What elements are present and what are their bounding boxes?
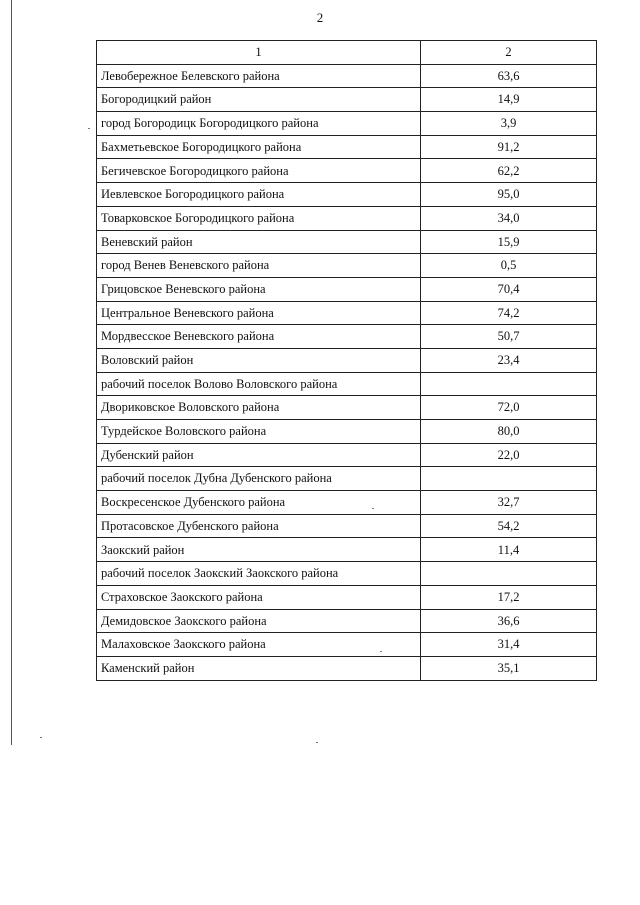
territory-name-cell: Мордвесское Веневского района [97, 325, 421, 349]
table-row [97, 230, 597, 254]
table-row [97, 348, 597, 372]
table-row [97, 206, 597, 230]
table-row [97, 88, 597, 112]
table-row [97, 159, 597, 183]
territory-name-cell: Страховское Заокского района [97, 585, 421, 609]
table-row [97, 609, 597, 633]
territory-name-cell: Богородицкий район [97, 88, 421, 112]
data-table [96, 40, 597, 681]
table-row [97, 254, 597, 278]
table-header-row [97, 41, 597, 65]
value-cell: 0,5 [421, 254, 597, 278]
table-row [97, 64, 597, 88]
table-row [97, 135, 597, 159]
value-cell: 70,4 [421, 277, 597, 301]
value-cell: 14,9 [421, 88, 597, 112]
table-row [97, 538, 597, 562]
scan-speck [380, 651, 382, 652]
value-cell: 36,6 [421, 609, 597, 633]
territory-name-cell: Дубенский район [97, 443, 421, 467]
scan-speck [316, 742, 318, 743]
territory-name-cell: Грицовское Веневского района [97, 277, 421, 301]
value-cell: 34,0 [421, 206, 597, 230]
value-cell [421, 372, 597, 396]
territory-name-cell: Бахметьевское Богородицкого района [97, 135, 421, 159]
value-cell: 35,1 [421, 656, 597, 680]
scan-speck [40, 737, 42, 738]
territory-name-cell: рабочий поселок Дубна Дубенского района [97, 467, 421, 491]
scan-speck [88, 128, 90, 129]
value-cell: 80,0 [421, 420, 597, 444]
table-row [97, 420, 597, 444]
territory-name-cell: Товарковское Богородицкого района [97, 206, 421, 230]
value-cell: 3,9 [421, 112, 597, 136]
territory-name-cell: рабочий поселок Волово Воловского района [97, 372, 421, 396]
table-row [97, 585, 597, 609]
value-cell: 31,4 [421, 633, 597, 657]
table-row [97, 396, 597, 420]
table-row [97, 656, 597, 680]
table-header [97, 41, 597, 65]
territory-name-cell: Двориковское Воловского района [97, 396, 421, 420]
value-cell [421, 467, 597, 491]
value-cell: 54,2 [421, 514, 597, 538]
territory-name-cell: Центральное Веневского района [97, 301, 421, 325]
territory-name-cell: Левобережное Белевского района [97, 64, 421, 88]
territory-name-cell: рабочий поселок Заокский Заокского района [97, 562, 421, 586]
scan-speck [372, 508, 374, 509]
table-row [97, 491, 597, 515]
value-cell: 74,2 [421, 301, 597, 325]
value-cell: 62,2 [421, 159, 597, 183]
table-row [97, 301, 597, 325]
value-cell: 32,7 [421, 491, 597, 515]
column-header-1: 1 [97, 41, 421, 65]
territory-name-cell: город Богородицк Богородицкого района [97, 112, 421, 136]
territory-name-cell: Протасовское Дубенского района [97, 514, 421, 538]
territory-name-cell: Малаховское Заокского района [97, 633, 421, 657]
value-cell: 17,2 [421, 585, 597, 609]
value-cell: 23,4 [421, 348, 597, 372]
page-number: 2 [316, 10, 324, 25]
value-cell: 91,2 [421, 135, 597, 159]
table-row [97, 372, 597, 396]
territory-name-cell: Каменский район [97, 656, 421, 680]
table-row [97, 443, 597, 467]
territory-name-cell: Веневский район [97, 230, 421, 254]
table-row [97, 277, 597, 301]
value-cell: 63,6 [421, 64, 597, 88]
value-cell [421, 562, 597, 586]
territory-name-cell: Турдейское Воловского района [97, 420, 421, 444]
table-row [97, 562, 597, 586]
table-body [97, 64, 597, 680]
value-cell: 11,4 [421, 538, 597, 562]
value-cell: 22,0 [421, 443, 597, 467]
territory-name-cell: Воскресенское Дубенского района [97, 491, 421, 515]
territory-name-cell: Заокский район [97, 538, 421, 562]
table-row [97, 183, 597, 207]
table-row [97, 514, 597, 538]
value-cell: 50,7 [421, 325, 597, 349]
table-row [97, 467, 597, 491]
territory-name-cell: город Венев Веневского района [97, 254, 421, 278]
table-row [97, 633, 597, 657]
column-header-2: 2 [421, 41, 597, 65]
table-row [97, 325, 597, 349]
territory-name-cell: Воловский район [97, 348, 421, 372]
territory-name-cell: Демидовское Заокского района [97, 609, 421, 633]
left-margin-rule [11, 0, 12, 745]
territory-name-cell: Бегичевское Богородицкого района [97, 159, 421, 183]
value-cell: 95,0 [421, 183, 597, 207]
table-row [97, 112, 597, 136]
value-cell: 72,0 [421, 396, 597, 420]
territory-name-cell: Иевлевское Богородицкого района [97, 183, 421, 207]
value-cell: 15,9 [421, 230, 597, 254]
